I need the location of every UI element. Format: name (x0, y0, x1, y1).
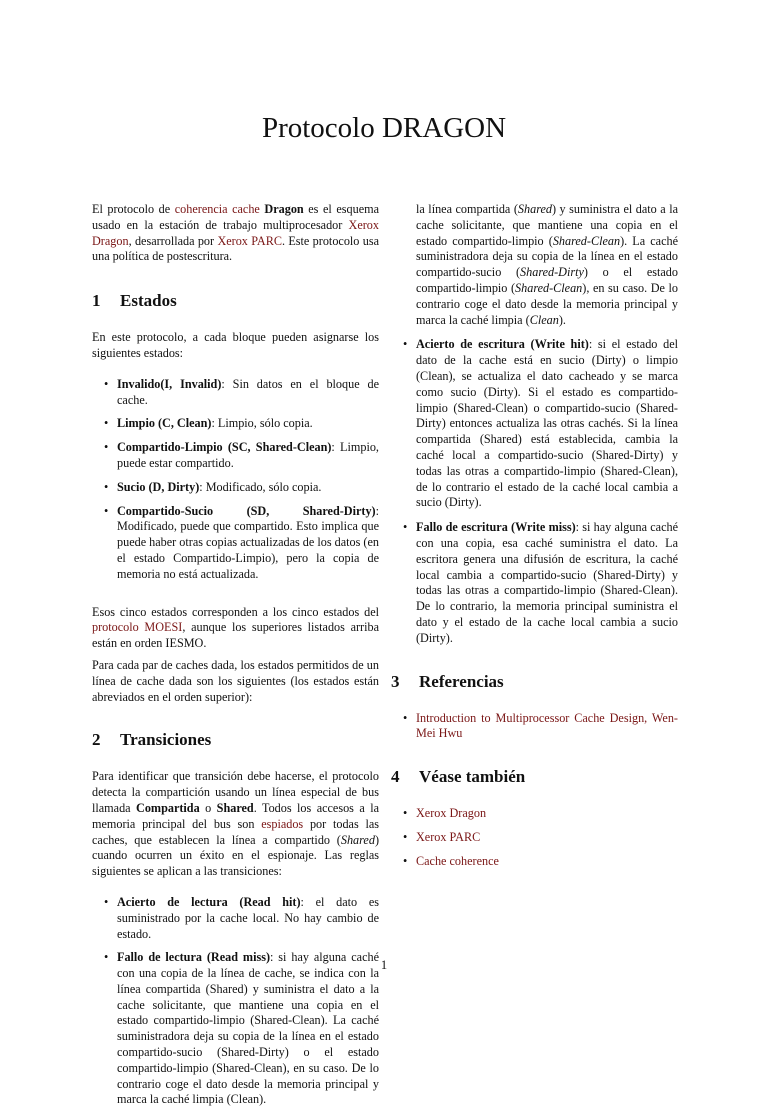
list-item (92, 416, 379, 432)
bullet-icon: • (403, 710, 408, 725)
state-term: Sucio (D, Dirty) (117, 479, 200, 494)
section-title: Estados (120, 291, 177, 311)
section-number: 1 (92, 291, 101, 311)
states-pair-paragraph: Para cada par de caches dada, los estados permitidos de un línea de cache dada son los siguientes (los estados están abreviados en el orden superior): (92, 657, 379, 704)
list-item (391, 854, 678, 870)
body-italic: Shared (340, 832, 375, 847)
intro-text: . Este protocolo usa una política de postescritura. (92, 233, 379, 264)
link-reference[interactable]: Introduction to Multiprocessor Cache Design, Wen-Mei Hwu (416, 710, 678, 741)
list-item (92, 440, 379, 472)
references-list (391, 711, 678, 743)
intro-bold: Dragon (264, 202, 304, 216)
bullet-icon: • (104, 503, 109, 518)
read-miss-continued: la línea compartida (Shared) y suministra el dato a la cache solicitante, que mantiene una copia en el estado compartido-limpio (Shared-Clean). La caché suministradora deja su copia de la línea en el estado compartido-sucio (Shared-Dirty) o el estado compartido-limpio (Shared-Clean), en su caso. De lo contrario coge el dato desde la memoria principal y marca la caché limpia (Clean). (416, 202, 678, 327)
body-text: ) cuando ocurren un éxito en el espionaje. Las reglas siguientes se aplican a las transiciones: (92, 832, 379, 879)
transition-term: Acierto de lectura (Read hit) (117, 894, 301, 909)
link-protocolo-moesi[interactable]: protocolo MOESI (92, 620, 183, 635)
link-see-also[interactable]: Xerox PARC (416, 829, 481, 844)
bullet-icon: • (403, 829, 408, 844)
section-title: Véase también (419, 767, 526, 787)
transition-term: Acierto de escritura (Write hit) (416, 337, 589, 352)
section-heading-vease-tambien (391, 766, 678, 788)
section-title: Referencias (419, 671, 504, 691)
estados-intro: En este protocolo, a cada bloque pueden asignarse los siguientes estados: (92, 330, 379, 360)
transition-desc: : si el estado del dato de la cache está en sucio (Dirty) o limpio (Clean), se actualiza el dato cacheado y se marca como sucio (Dirty). Si el estado es compartido-limpio (Shared-Clean) o compartido-sucio (Shared-Dirty) entonces actualiza las otras cachés. Si la línea compartida (Shared) está establecida, cambia la caché local a compartido-sucio (Shared-Dirty) y todas las otras a compartido-limpio (Shared-Clean), de lo contrario el estado de la caché local cambia a sucio (Dirty). (416, 337, 678, 510)
list-item (391, 806, 678, 822)
link-see-also[interactable]: Xerox Dragon (416, 806, 487, 821)
link-espiados[interactable]: espiados (261, 816, 304, 831)
bullet-icon: • (104, 440, 109, 455)
section-title: Transiciones (120, 730, 212, 750)
transition-term: Fallo de escritura (Write miss) (416, 520, 576, 535)
body-bold: Compartida (136, 800, 200, 815)
bullet-icon: • (104, 479, 109, 494)
section-heading-referencias (391, 671, 678, 693)
link-xerox-dragon[interactable]: Xerox Dragon (92, 217, 379, 248)
list-item (391, 202, 678, 328)
state-term: Compartido-Sucio (SD, Shared-Dirty) (117, 503, 376, 518)
bullet-icon: • (104, 894, 109, 909)
bullet-icon: • (403, 520, 408, 535)
transiciones-paragraph (92, 769, 379, 880)
intro-text: El protocolo de (92, 202, 175, 216)
intro-text: , desarrollada por (128, 233, 218, 248)
section-heading-estados (92, 290, 379, 312)
intro-paragraph (92, 202, 379, 265)
section-number: 3 (391, 671, 400, 691)
state-desc: : Limpio, sólo copia. (211, 416, 313, 431)
state-desc: : Limpio, puede estar compartido. (117, 440, 379, 470)
page-title: Protocolo DRAGON (261, 112, 507, 144)
body-text: o (199, 800, 217, 815)
section-number: 2 (92, 730, 101, 750)
transition-desc: : si hay alguna caché con una copia de la línea de cache, se indica con la línea compartida (Shared) y suministra el dato a la cache solicitante, que mantiene una copia en el estado compartido-limpio (Shared-Clean). La caché suministradora deja su copia de la línea en el estado compartido-sucio (Shared-Dirty) o el estado compartido-limpio (Shared-Clean), en su caso. De lo contrario coge el dato desde la memoria principal y marca la caché limpia (Clean). (117, 950, 379, 1107)
transition-term: Fallo de lectura (Read miss) (117, 950, 271, 965)
section-number: 4 (391, 767, 400, 787)
list-item (92, 895, 379, 942)
list-item (92, 504, 379, 583)
transition-desc: : si hay alguna caché con una copia, esa caché suministra el dato. La escritora genera una difusión de escritura, la caché local cambia a compartido-sucio (Shared-Dirty) y todas las otras a compartido-limpio (Shared-Clean). De lo contrario, la memoria principal suministra el dato y el estado de la cache local cambia a sucio (Dirty). (416, 520, 678, 645)
list-item (92, 377, 379, 409)
link-see-also[interactable]: Cache coherence (416, 853, 499, 868)
body-text: por todas las caches, que establecen la línea a compartido ( (92, 816, 379, 847)
list-item (391, 830, 678, 846)
state-term: Compartido-Limpio (SC, Shared-Clean) (117, 440, 332, 455)
link-xerox-parc[interactable]: Xerox PARC (217, 233, 282, 248)
section-heading-transiciones (92, 729, 379, 751)
list-item (391, 711, 678, 743)
transitions-list-continued (391, 202, 678, 647)
bullet-icon: • (403, 806, 408, 821)
body-text: Para identificar que transición debe hacerse, el protocolo detecta la compartición usando un línea especial de bus llamada (92, 769, 379, 815)
list-item (92, 480, 379, 496)
left-column (92, 202, 380, 1107)
moesi-paragraph (92, 605, 379, 652)
bullet-icon: • (403, 337, 408, 352)
body-text: Esos cinco estados corresponden a los cinco estados del (92, 604, 379, 619)
transition-desc: : el dato es suministrado por la cache local. No hay cambio de estado. (117, 894, 379, 941)
page-number: 1 (380, 958, 388, 972)
state-desc: : Modificado, sólo copia. (199, 479, 322, 494)
state-term: Invalido(I, Invalid) (117, 376, 222, 391)
link-coherencia-cache[interactable]: coherencia cache (174, 202, 260, 216)
body-bold: Shared (216, 800, 254, 815)
body-text: . Todos los accesos a la memoria principal del bus son (92, 800, 380, 831)
bullet-icon: • (104, 376, 109, 391)
bullet-icon: • (104, 416, 109, 431)
states-list (92, 377, 379, 583)
see-also-list (391, 806, 678, 869)
list-item (391, 520, 678, 646)
list-item (391, 337, 678, 511)
state-desc: : Modificado, puede que compartido. Esto implica que puede haber otras copias actualizadas de los datos (en el estado Compartido-Limpio), pero la copia de memoria no está actualizada. (117, 503, 379, 581)
state-term: Limpio (C, Clean) (117, 416, 212, 431)
bullet-icon: • (104, 950, 109, 965)
right-column (391, 202, 678, 878)
state-desc: : Sin datos en el bloque de cache. (117, 376, 379, 407)
intro-text: es el esquema usado en la estación de trabajo multiprocesador (92, 202, 380, 232)
bullet-icon: • (403, 853, 408, 868)
body-text: , aunque los superiores listados arriba están en orden IESMO. (92, 620, 379, 651)
